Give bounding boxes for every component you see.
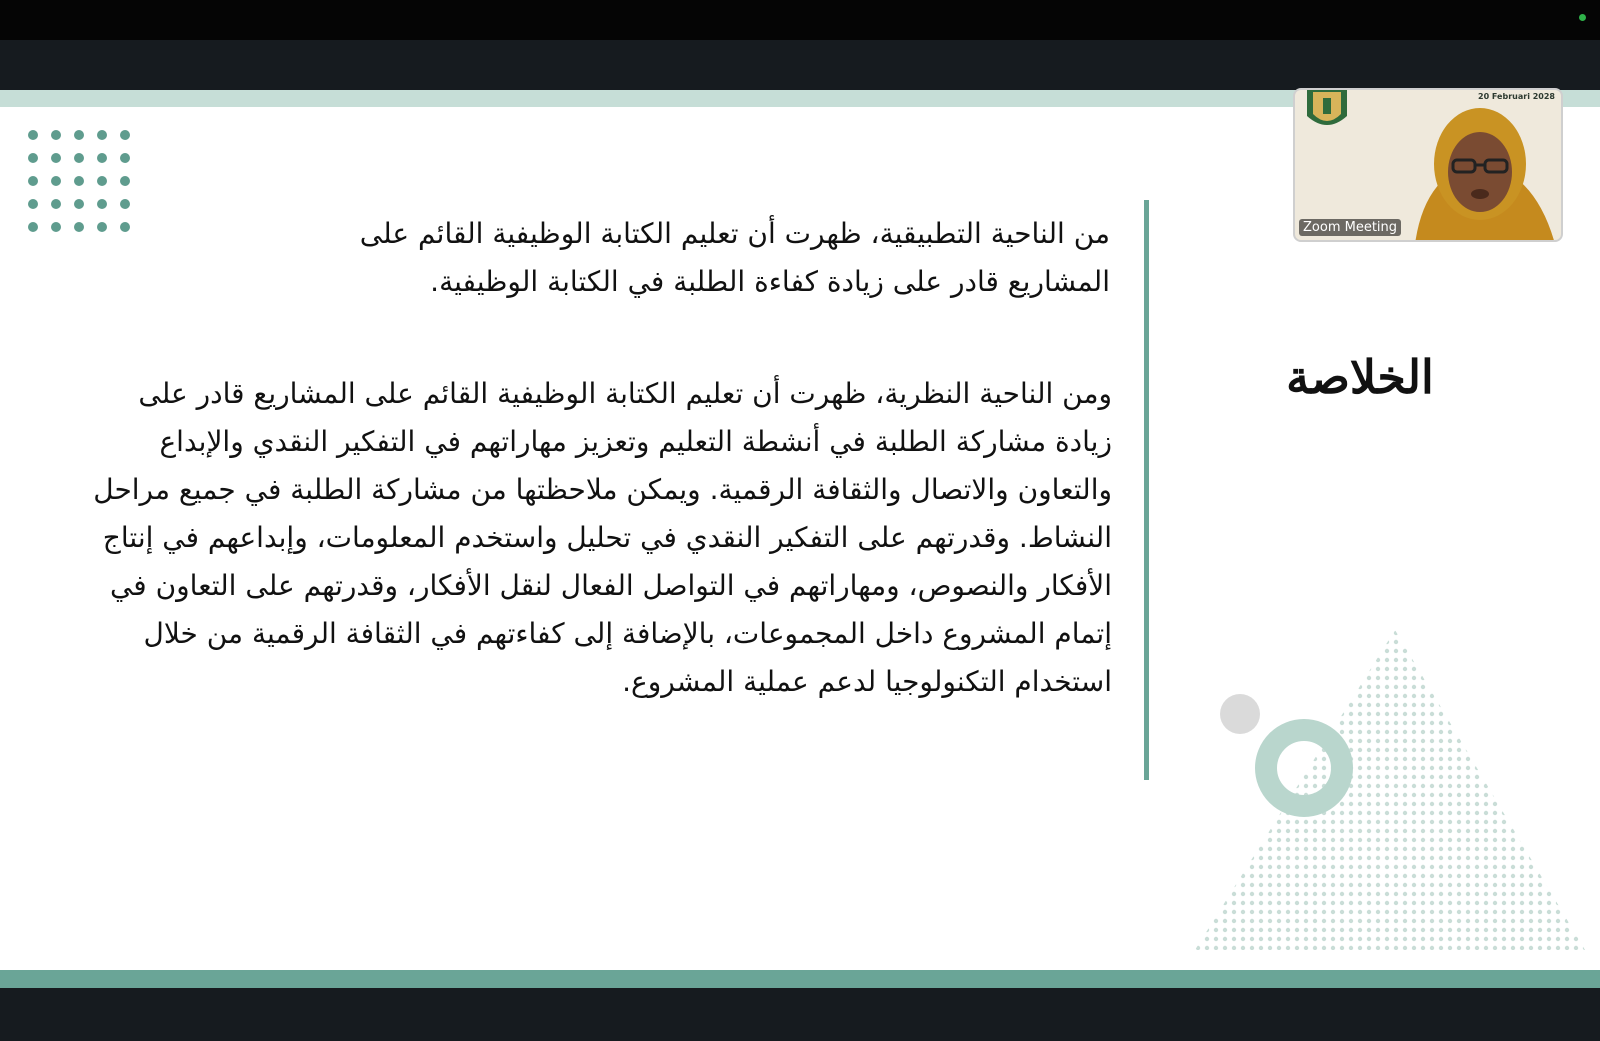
paragraph-theoretical: ومن الناحية النظرية، ظهرت أن تعليم الكتابة الوظيفية القائم على المشاريع قادر على زيادة مشاركة الطلبة في أنشطة التعليم وتعزيز مهاراتهم في التفكير النقدي والإبداع والتعاون والاتصال والثقافة الرقمية. ويمكن ملاحظتها من مشاركة الطلبة في جميع مراحل النشاط. وقدرتهم على التفكير النقدي في تحليل واستخدم المعلومات، وإبداعهم في إنتاج الأفكار والنصوص، ومهاراتهم في التواصل الفعال لنقل الأفكار، وقدرتهم على التعاون في إتمام المشروع داخل المجموعات، بالإضافة إلى كفاءتهم في الثقافة الرقمية من خلال استخدام التكنولوجيا لدعم عملية المشروع.	[93, 377, 1112, 698]
slide-bottom-stripe	[0, 970, 1600, 988]
ring-decoration	[1254, 718, 1354, 818]
video-label: Zoom Meeting	[1299, 219, 1401, 236]
status-dot-icon	[1579, 14, 1586, 21]
letterbox-bottom	[0, 988, 1600, 1041]
window-top-bar	[0, 0, 1600, 40]
paragraph-applied: من الناحية التطبيقية، ظهرت أن تعليم الكتابة الوظيفية القائم على المشاريع قادر على زيادة كفاءة الطلبة في الكتابة الوظيفية.	[359, 217, 1110, 298]
letterbox-top	[0, 40, 1600, 90]
video-date-text: 20 Februari 2028	[1478, 92, 1555, 101]
presenter-image	[1395, 102, 1563, 242]
dot-grid-decoration	[28, 130, 138, 240]
participant-video-tile[interactable]	[1293, 88, 1563, 242]
slide-title: الخلاصة	[1286, 350, 1434, 404]
vertical-divider	[1144, 200, 1149, 780]
emblem-icon	[1299, 90, 1355, 134]
